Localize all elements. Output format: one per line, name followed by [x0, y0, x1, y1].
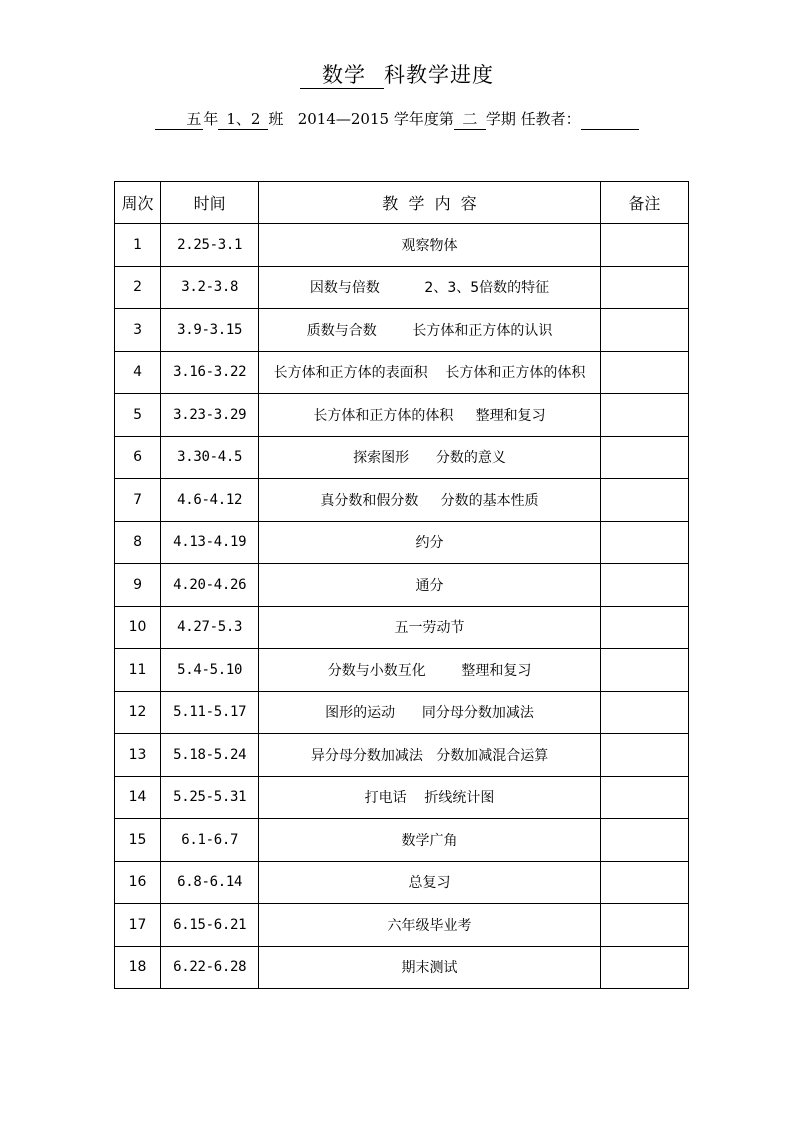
table-row — [115, 776, 689, 819]
time-cell: 5.11-5.17 — [161, 691, 259, 734]
note-cell — [600, 861, 688, 904]
table-row — [115, 734, 689, 777]
time-cell: 6.15-6.21 — [161, 904, 259, 947]
table-row — [115, 861, 689, 904]
content-cell: 长方体和正方体的体积 整理和复习 — [259, 394, 601, 437]
content-cell: 数学广角 — [259, 819, 601, 862]
teacher-label: 任教者： — [520, 110, 581, 128]
time-cell: 4.20-4.26 — [161, 564, 259, 607]
week-cell: 15 — [115, 819, 161, 862]
note-cell — [600, 904, 688, 947]
table-row — [115, 521, 689, 564]
week-cell: 3 — [115, 309, 161, 352]
time-cell: 3.23-3.29 — [161, 394, 259, 437]
content-cell: 五一劳动节 — [259, 606, 601, 649]
header-time: 时间 — [161, 182, 259, 224]
time-cell: 6.8-6.14 — [161, 861, 259, 904]
term-label: 学期 — [485, 110, 516, 128]
grade-field: 五 — [155, 109, 203, 130]
header-note: 备注 — [600, 182, 688, 224]
week-cell: 4 — [115, 351, 161, 394]
table-row — [115, 819, 689, 862]
note-cell — [600, 436, 688, 479]
note-cell — [600, 819, 688, 862]
time-cell: 4.13-4.19 — [161, 521, 259, 564]
table-row — [115, 224, 689, 267]
week-cell: 5 — [115, 394, 161, 437]
time-cell: 4.6-4.12 — [161, 479, 259, 522]
content-cell: 期末测试 — [259, 946, 601, 989]
note-cell — [600, 691, 688, 734]
title-text: 科教学进度 — [384, 63, 494, 87]
time-cell: 3.9-3.15 — [161, 309, 259, 352]
content-cell: 异分母分数加减法 分数加减混合运算 — [259, 734, 601, 777]
content-cell: 观察物体 — [259, 224, 601, 267]
time-cell: 4.27-5.3 — [161, 606, 259, 649]
note-cell — [600, 521, 688, 564]
class-char: 班 — [268, 110, 284, 128]
table-row — [115, 436, 689, 479]
week-cell: 14 — [115, 776, 161, 819]
table-body — [115, 224, 689, 989]
time-cell: 5.18-5.24 — [161, 734, 259, 777]
table-row — [115, 691, 689, 734]
content-cell: 分数与小数互化 整理和复习 — [259, 649, 601, 692]
table-row — [115, 904, 689, 947]
note-cell — [600, 266, 688, 309]
teacher-field — [581, 109, 639, 130]
table-row — [115, 479, 689, 522]
content-cell: 探索图形 分数的意义 — [259, 436, 601, 479]
content-cell: 约分 — [259, 521, 601, 564]
table-row — [115, 309, 689, 352]
note-cell — [600, 394, 688, 437]
classes-field: 1、2 — [218, 109, 268, 130]
week-cell: 2 — [115, 266, 161, 309]
note-cell — [600, 224, 688, 267]
time-cell: 3.2-3.8 — [161, 266, 259, 309]
time-cell: 5.25-5.31 — [161, 776, 259, 819]
table-row — [115, 946, 689, 989]
time-cell: 3.30-4.5 — [161, 436, 259, 479]
week-cell: 17 — [115, 904, 161, 947]
content-cell: 通分 — [259, 564, 601, 607]
time-cell: 5.4-5.10 — [161, 649, 259, 692]
note-cell — [600, 946, 688, 989]
schedule-table — [114, 181, 689, 989]
document-title — [0, 62, 794, 89]
document-subtitle — [0, 109, 794, 130]
note-cell — [600, 649, 688, 692]
header-content: 教 学 内 容 — [259, 182, 601, 224]
note-cell — [600, 309, 688, 352]
table-row — [115, 266, 689, 309]
content-cell: 打电话 折线统计图 — [259, 776, 601, 819]
note-cell — [600, 606, 688, 649]
time-cell: 6.1-6.7 — [161, 819, 259, 862]
time-cell: 6.22-6.28 — [161, 946, 259, 989]
week-cell: 1 — [115, 224, 161, 267]
school-year: 2014—2015 学年度第 — [297, 110, 454, 128]
year-char: 年 — [203, 110, 219, 128]
note-cell — [600, 351, 688, 394]
note-cell — [600, 776, 688, 819]
note-cell — [600, 564, 688, 607]
time-cell: 2.25-3.1 — [161, 224, 259, 267]
week-cell: 9 — [115, 564, 161, 607]
term-field: 二 — [454, 109, 486, 130]
note-cell — [600, 479, 688, 522]
week-cell: 18 — [115, 946, 161, 989]
content-cell: 长方体和正方体的表面积 长方体和正方体的体积 — [259, 351, 601, 394]
table-row — [115, 649, 689, 692]
content-cell: 真分数和假分数 分数的基本性质 — [259, 479, 601, 522]
week-cell: 13 — [115, 734, 161, 777]
table-header-row — [115, 182, 689, 224]
week-cell: 12 — [115, 691, 161, 734]
header-week: 周次 — [115, 182, 161, 224]
content-cell: 因数与倍数 2、3、5倍数的特征 — [259, 266, 601, 309]
content-cell: 图形的运动 同分母分数加减法 — [259, 691, 601, 734]
content-cell: 六年级毕业考 — [259, 904, 601, 947]
table-row — [115, 351, 689, 394]
week-cell: 11 — [115, 649, 161, 692]
week-cell: 7 — [115, 479, 161, 522]
content-cell: 总复习 — [259, 861, 601, 904]
table-row — [115, 394, 689, 437]
week-cell: 10 — [115, 606, 161, 649]
week-cell: 6 — [115, 436, 161, 479]
table-row — [115, 606, 689, 649]
subject-field: 数学 — [300, 62, 384, 89]
note-cell — [600, 734, 688, 777]
week-cell: 16 — [115, 861, 161, 904]
time-cell: 3.16-3.22 — [161, 351, 259, 394]
week-cell: 8 — [115, 521, 161, 564]
content-cell: 质数与合数 长方体和正方体的认识 — [259, 309, 601, 352]
table-row — [115, 564, 689, 607]
